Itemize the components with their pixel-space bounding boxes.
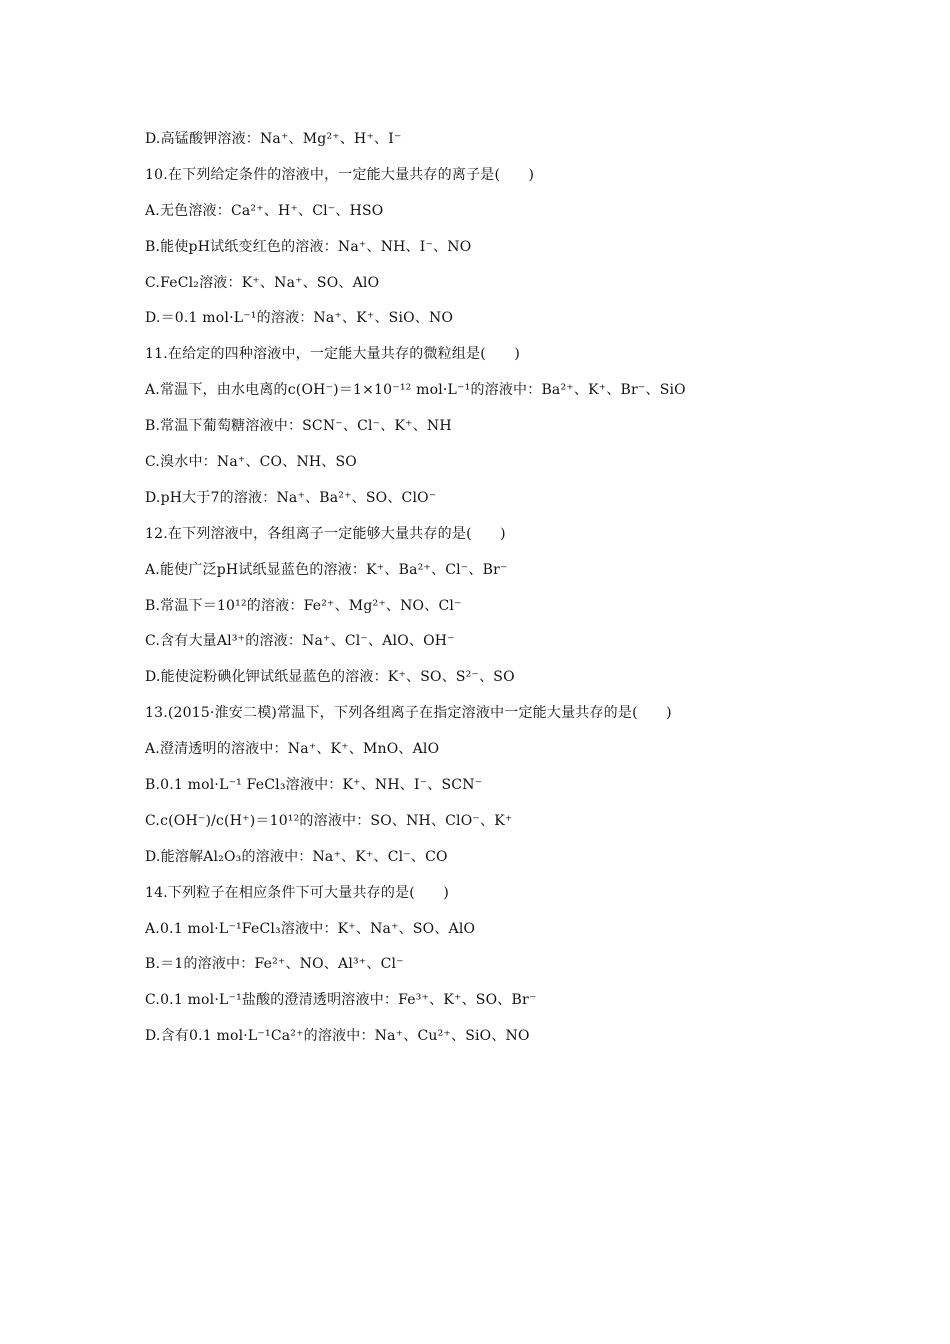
question-list [145, 122, 845, 1055]
option-11d: D.pH大于7的溶液：Na⁺、Ba²⁺、SO、ClO⁻ [145, 489, 437, 506]
option-12b: B.常温下＝10¹²的溶液：Fe²⁺、Mg²⁺、NO、Cl⁻ [145, 597, 462, 614]
option-13d: D.能溶解Al₂O₃的溶液中：Na⁺、K⁺、Cl⁻、CO [145, 848, 448, 865]
option-10c: C.FeCl₂溶液：K⁺、Na⁺、SO、AlO [145, 274, 380, 291]
question-11-stem: 11.在给定的四种溶液中，一定能大量共存的微粒组是( ) [145, 346, 520, 363]
option-11a: A.常温下，由水电离的c(OH⁻)＝1×10⁻¹² mol·L⁻¹的溶液中：Ba²⁺、K⁺、Br⁻、SiO [145, 382, 686, 399]
option-13a: A.澄清透明的溶液中：Na⁺、K⁺、MnO、AlO [145, 741, 440, 758]
option-10a: A.无色溶液：Ca²⁺、H⁺、Cl⁻、HSO [145, 202, 384, 219]
option-10d: D.＝0.1 mol·L⁻¹的溶液：Na⁺、K⁺、SiO、NO [145, 310, 454, 327]
question-12-stem: 12.在下列溶液中，各组离子一定能够大量共存的是( ) [145, 525, 506, 542]
option-13b: B.0.1 mol·L⁻¹ FeCl₃溶液中：K⁺、NH、I⁻、SCN⁻ [145, 777, 483, 794]
option-9d: D.高锰酸钾溶液：Na⁺、Mg²⁺、H⁺、I⁻ [145, 131, 402, 147]
option-12c: C.含有大量Al³⁺的溶液：Na⁺、Cl⁻、AlO、OH⁻ [145, 633, 455, 650]
option-12d: D.能使淀粉碘化钾试纸显蓝色的溶液：K⁺、SO、S²⁻、SO [145, 669, 515, 686]
question-10-stem: 10.在下列给定条件的溶液中，一定能大量共存的离子是( ) [145, 166, 535, 183]
option-11b: B.常温下葡萄糖溶液中：SCN⁻、Cl⁻、K⁺、NH [145, 418, 452, 435]
question-14-stem: 14.下列粒子在相应条件下可大量共存的是( ) [145, 884, 449, 901]
option-12a: A.能使广泛pH试纸显蓝色的溶液：K⁺、Ba²⁺、Cl⁻、Br⁻ [145, 561, 508, 578]
option-14c: C.0.1 mol·L⁻¹盐酸的澄清透明溶液中：Fe³⁺、K⁺、SO、Br⁻ [145, 992, 537, 1009]
question-13-stem: 13.(2015·淮安二模)常温下，下列各组离子在指定溶液中一定能大量共存的是( ) [145, 705, 672, 722]
option-13c: C.c(OH⁻)/c(H⁺)＝10¹²的溶液中：SO、NH、ClO⁻、K⁺ [145, 812, 513, 829]
option-11c: C.溴水中：Na⁺、CO、NH、SO [145, 454, 357, 471]
option-14d: D.含有0.1 mol·L⁻¹Ca²⁺的溶液中：Na⁺、Cu²⁺、SiO、NO [145, 1028, 530, 1045]
option-14b: B.＝1的溶液中：Fe²⁺、NO、Al³⁺、Cl⁻ [145, 956, 404, 973]
option-14a: A.0.1 mol·L⁻¹FeCl₃溶液中：K⁺、Na⁺、SO、AlO [145, 920, 476, 937]
option-10b: B.能使pH试纸变红色的溶液：Na⁺、NH、I⁻、NO [145, 238, 472, 255]
